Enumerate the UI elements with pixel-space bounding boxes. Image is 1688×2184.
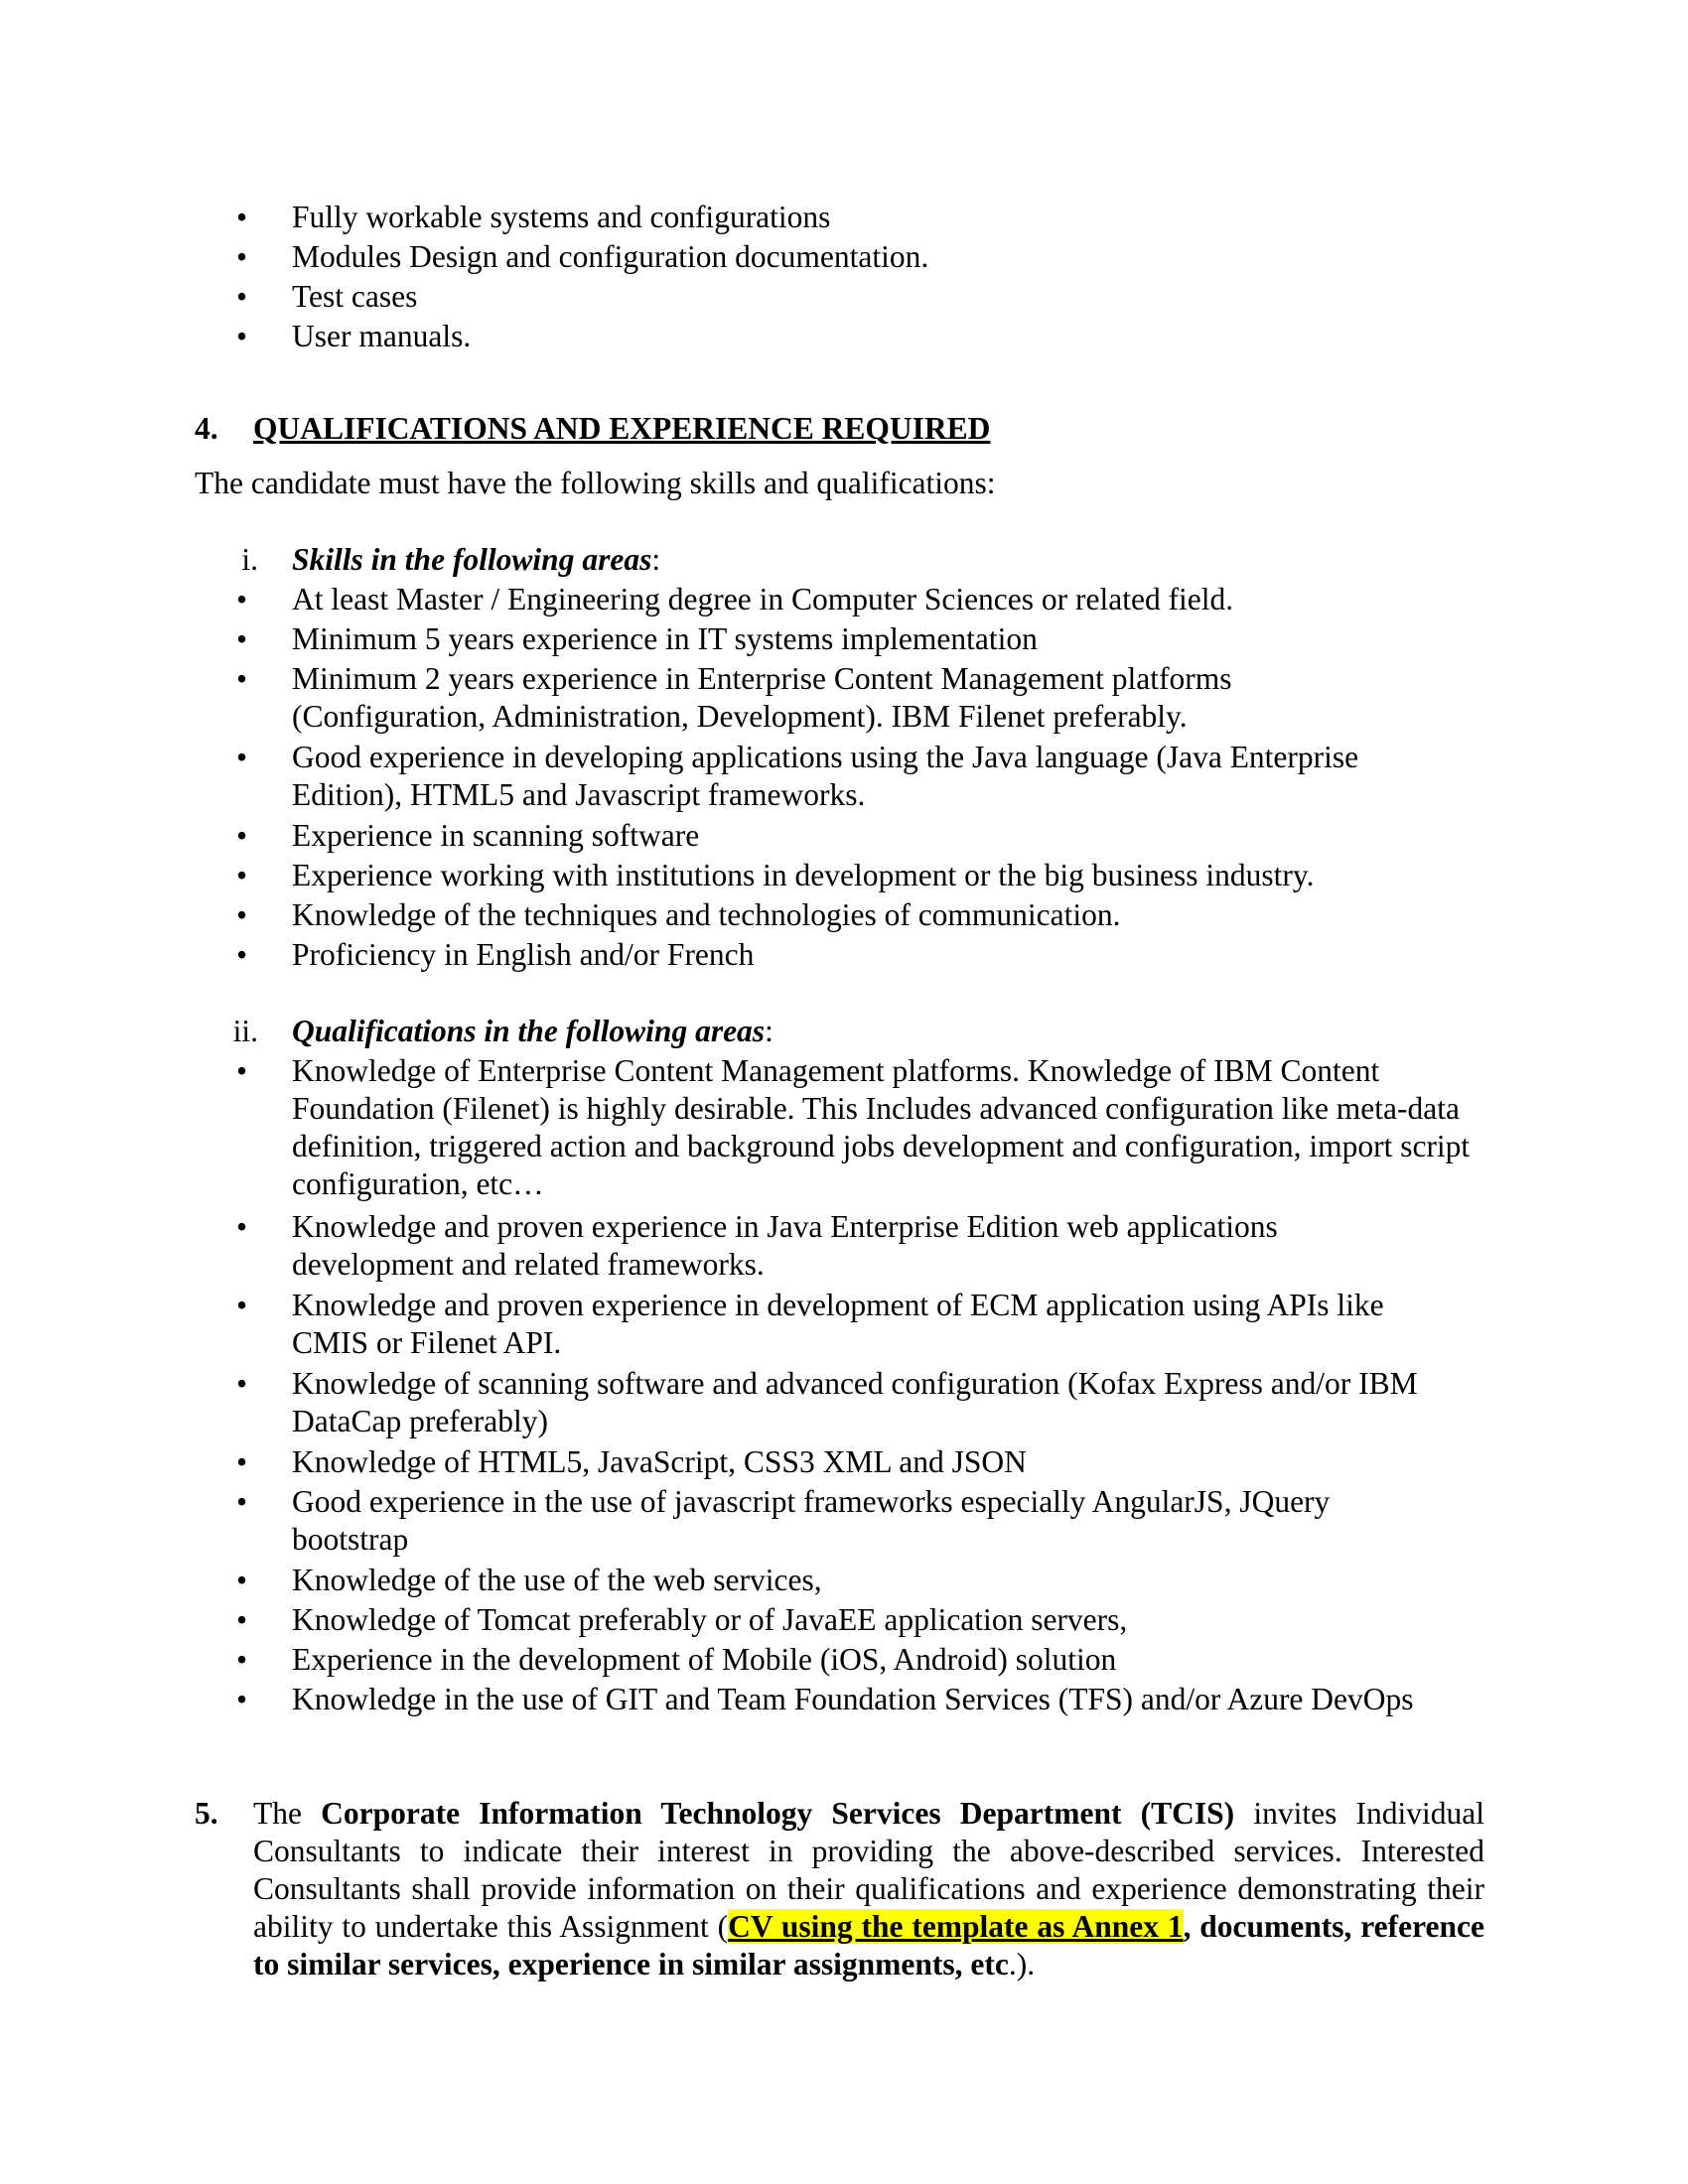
- list-item: Experience working with institutions in development or the big business industry.: [292, 858, 1315, 892]
- list-item: Knowledge and proven experience in Java Enterprise Edition web applications development and related frameworks.: [292, 1209, 1278, 1282]
- list-item: Knowledge of the use of the web services,: [292, 1563, 822, 1597]
- list-item: Good experience in developing applications using the Java language (Java Enterprise Edition), HTML5 and Javascript frameworks.: [292, 740, 1359, 812]
- list-item: Test cases: [292, 279, 418, 314]
- list-item: Knowledge of Tomcat preferably or of JavaEE application servers,: [292, 1602, 1128, 1637]
- paragraph-text: The: [253, 1796, 322, 1831]
- bullet-icon: •: [236, 1209, 248, 1244]
- subsection-heading-text: Qualifications in the following areas: [292, 1014, 766, 1048]
- paragraph-text: invites Individual Consultants to indicate their interest in providing the above-described services. Interested Consultants shall provide information on their qualifications and experience demonstrating their ability to undertake this Assignment (: [253, 1796, 1484, 1944]
- subsection-heading: [292, 541, 660, 579]
- subsection-heading-text: Skills in the following areas: [292, 542, 652, 577]
- roman-numeral: ii.: [232, 1014, 258, 1048]
- list-item: Good experience in the use of javascript frameworks especially AngularJS, JQuery bootstrap: [292, 1484, 1331, 1557]
- department-name: Corporate Information Technology Services Department (TCIS): [321, 1796, 1235, 1831]
- list-item: At least Master / Engineering degree in Computer Sciences or related field.: [292, 582, 1234, 616]
- list-item: Knowledge of the techniques and technologies of communication.: [292, 897, 1121, 932]
- roman-numeral: i.: [241, 542, 258, 577]
- section-number: 5.: [195, 1796, 218, 1831]
- bullet-icon: •: [236, 1288, 248, 1322]
- list-item: Knowledge of HTML5, JavaScript, CSS3 XML and JSON: [292, 1444, 1027, 1479]
- list-item: Minimum 5 years experience in IT systems implementation: [292, 621, 1038, 656]
- bullet-icon: •: [236, 1053, 248, 1088]
- bullet-icon: •: [236, 239, 248, 274]
- list-item: Experience in scanning software: [292, 818, 700, 853]
- list-item: Knowledge of Enterprise Content Management platforms. Knowledge of IBM Content Foundation (Filenet) is highly desirable. This Includes advanced configuration like meta-data definition, triggered action and background jobs development and configuration, import script configuration, etc…: [292, 1053, 1471, 1201]
- bullet-icon: •: [236, 1602, 248, 1637]
- list-item: Knowledge of scanning software and advanced configuration (Kofax Express and/or IBM DataCap preferably): [292, 1366, 1418, 1438]
- bullet-icon: •: [236, 858, 248, 892]
- bullet-icon: •: [236, 897, 248, 932]
- subsection-heading: [292, 1013, 774, 1050]
- cv-template-highlight: CV using the template as Annex 1: [728, 1909, 1184, 1944]
- list-item: Fully workable systems and configurations: [292, 200, 831, 234]
- list-item: Modules Design and configuration documentation.: [292, 239, 929, 274]
- bullet-icon: •: [236, 1682, 248, 1716]
- bullet-icon: •: [236, 582, 248, 616]
- bullet-icon: •: [236, 1366, 248, 1401]
- bullet-icon: •: [236, 1444, 248, 1479]
- section-intro: The candidate must have the following skills and qualifications:: [195, 466, 996, 500]
- bullet-icon: •: [236, 818, 248, 853]
- subsection-colon: :: [651, 542, 661, 577]
- list-item: Experience in the development of Mobile (iOS, Android) solution: [292, 1642, 1117, 1677]
- list-item: Minimum 2 years experience in Enterprise Content Management platforms (Configuration, Administration, Development). IBM Filenet preferably.: [292, 661, 1232, 734]
- list-item: Proficiency in English and/or French: [292, 937, 755, 972]
- bullet-icon: •: [236, 621, 248, 656]
- bullet-icon: •: [236, 661, 248, 696]
- list-item: Knowledge and proven experience in development of ECM application using APIs like CMIS or Filenet API.: [292, 1288, 1384, 1360]
- section-title: QUALIFICATIONS AND EXPERIENCE REQUIRED: [253, 411, 991, 446]
- list-item: User manuals.: [292, 319, 472, 353]
- list-item: Knowledge in the use of GIT and Team Foundation Services (TFS) and/or Azure DevOps: [292, 1682, 1414, 1716]
- section-number: 4.: [195, 411, 218, 446]
- bullet-icon: •: [236, 1563, 248, 1597]
- required-documents: , documents, reference to similar services, experience in similar assignments, etc: [253, 1909, 1484, 1981]
- section5-paragraph: [253, 1795, 1484, 1983]
- bullet-icon: •: [236, 1642, 248, 1677]
- bullet-icon: •: [236, 319, 248, 353]
- bullet-icon: •: [236, 200, 248, 234]
- bullet-icon: •: [236, 740, 248, 774]
- bullet-icon: •: [236, 1484, 248, 1519]
- bullet-icon: •: [236, 937, 248, 972]
- subsection-colon: :: [765, 1014, 774, 1048]
- bullet-icon: •: [236, 279, 248, 314]
- paragraph-end: .).: [1008, 1947, 1036, 1981]
